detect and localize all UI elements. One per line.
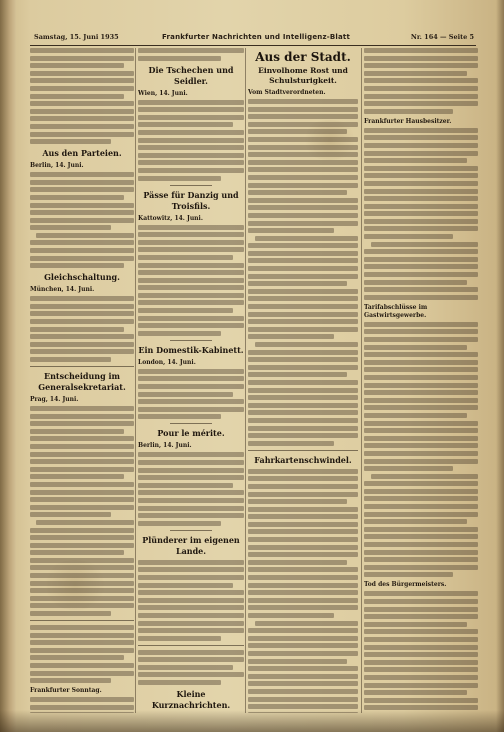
article-text bbox=[364, 591, 478, 713]
article-text bbox=[138, 48, 244, 61]
article-text bbox=[248, 99, 358, 446]
article-text bbox=[138, 225, 244, 336]
article-text bbox=[30, 172, 134, 268]
column-4 bbox=[364, 48, 478, 713]
page-spine bbox=[0, 0, 16, 732]
heading-ticket-fraud: Fahrkartenschwindel. bbox=[254, 454, 352, 465]
heading-misc: Gleichschaltung. bbox=[44, 272, 120, 283]
heading-short-news: Kleine Kurznachrichten. bbox=[151, 689, 231, 711]
dateline: Vom Stadtverordneten. bbox=[248, 89, 326, 96]
article-text bbox=[364, 48, 478, 114]
heading-passports: Pässe für Danzig und Troisfils. bbox=[143, 189, 239, 211]
heading-plunderers: Plünderer im eigenen Lande. bbox=[142, 534, 240, 556]
column-1 bbox=[30, 48, 134, 713]
article-text bbox=[138, 650, 244, 685]
page-edge-shadow bbox=[496, 0, 504, 732]
dateline: Prag, 14. Juni. bbox=[30, 396, 79, 403]
heading-parties: Aus den Parteien. bbox=[42, 148, 122, 159]
article-text bbox=[30, 406, 134, 616]
dateline: Frankfurter Sonntag. bbox=[30, 687, 102, 695]
article-text bbox=[364, 128, 478, 300]
article-text bbox=[138, 369, 244, 420]
divider bbox=[170, 530, 212, 531]
divider bbox=[138, 645, 244, 646]
article-text bbox=[138, 560, 244, 641]
dateline: Frankfurter Hausbesitzer. bbox=[364, 117, 452, 125]
divider bbox=[30, 366, 134, 367]
column-2 bbox=[138, 48, 244, 713]
header-rule bbox=[30, 45, 476, 46]
article-text bbox=[30, 48, 134, 144]
divider bbox=[170, 423, 212, 424]
heading-czechs: Die Tschechen und Seidler. bbox=[148, 64, 234, 86]
article-text bbox=[30, 625, 134, 683]
section-subtitle: Einvolhome Rost und Schulsturigkeit. bbox=[258, 66, 348, 85]
article-text bbox=[138, 100, 244, 181]
dateline: London, 14. Juni. bbox=[138, 358, 196, 366]
dateline: München, 14. Juni. bbox=[30, 286, 95, 294]
column-divider bbox=[361, 48, 362, 713]
heading-cabinet: Ein Domestik-Kabinett. bbox=[138, 344, 244, 355]
column-divider bbox=[135, 48, 136, 713]
dateline: Tarifabschlüsse im Gastwirtsgewerbe. bbox=[364, 303, 428, 319]
dateline: Berlin, 14. Juni. bbox=[138, 442, 192, 450]
divider bbox=[248, 450, 358, 451]
masthead-page-number: Nr. 164 — Seite 5 bbox=[410, 33, 474, 41]
heading-pour-le-merite: Pour le mérite. bbox=[157, 428, 225, 439]
article-text bbox=[138, 452, 244, 525]
divider bbox=[170, 340, 212, 341]
article-text bbox=[30, 296, 134, 362]
masthead-title: Frankfurter Nachrichten und Intelligenz-Blatt bbox=[162, 33, 350, 41]
dateline: Wien, 14. Juni. bbox=[138, 89, 188, 97]
article-text bbox=[248, 469, 358, 713]
divider bbox=[30, 620, 134, 621]
article-text bbox=[364, 322, 478, 578]
divider bbox=[170, 185, 212, 186]
page-bottom-shadow bbox=[0, 710, 504, 732]
dateline: Berlin, 14. Juni. bbox=[30, 162, 84, 170]
dateline: Tod des Bürgermeisters. bbox=[364, 581, 447, 589]
heading-main: Entscheidung im Generalsekretariat. bbox=[38, 371, 126, 392]
masthead bbox=[18, 30, 494, 44]
column-3 bbox=[248, 48, 358, 713]
masthead-date: Samstag, 15. Juni 1935 bbox=[34, 33, 119, 41]
section-title: Aus der Stadt. bbox=[255, 50, 351, 64]
column-divider bbox=[245, 48, 246, 713]
dateline: Kattowitz, 14. Juni. bbox=[138, 214, 203, 222]
